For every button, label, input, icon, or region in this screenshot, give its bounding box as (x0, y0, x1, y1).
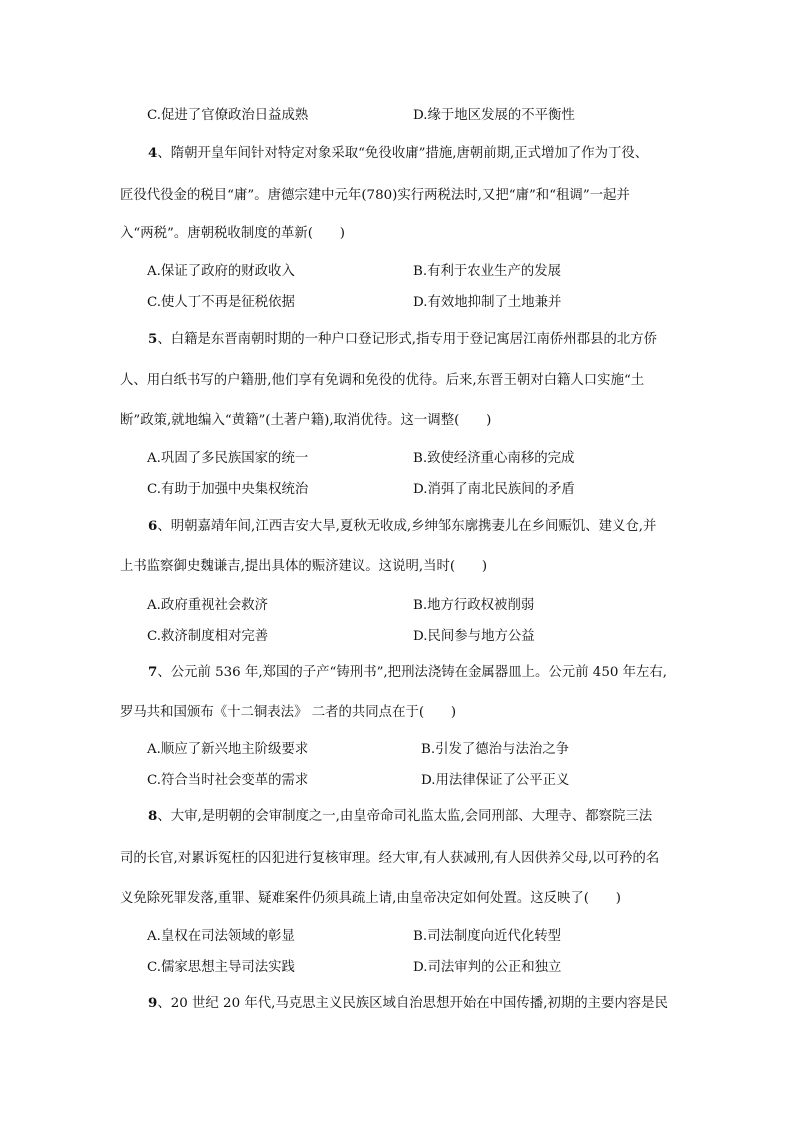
question-8-line-2: 司的长官,对累诉冤枉的囚犯进行复核审理。经大审,有人获减刑,有人因供养父母,以可矜的名 (120, 851, 660, 866)
q5-option-b: B.致使经济重心南移的完成 (413, 451, 575, 466)
question-6-number: 6 (148, 518, 158, 534)
question-4-line-3: 入“两税”。唐朝税收制度的革新( ) (120, 226, 345, 241)
q3-option-c: C.促进了官僚政治日益成熟 (147, 108, 309, 123)
question-7-line-2: 罗马共和国颁布《十二铜表法》 二者的共同点在于( ) (120, 705, 457, 720)
q7-option-b: B.引发了德治与法治之争 (421, 742, 570, 757)
q5-option-d: D.消弭了南北民族间的矛盾 (413, 482, 575, 497)
q5-option-c: C.有助于加强中央集权统治 (147, 482, 309, 497)
q4-option-b: B.有利于农业生产的发展 (413, 264, 562, 279)
question-4-line-1 (148, 142, 648, 161)
question-8-text-1: 、大审,是明朝的会审制度之一,由皇帝命司礼监太监,会同刑部、大理寺、都察院三法 (157, 809, 653, 824)
question-9-text-1: 、20 世纪 20 年代,马克思主义民族区域自治思想开始在中国传播,初期的主要内容是民 (157, 996, 668, 1011)
question-4-number: 4 (148, 145, 158, 161)
q8-option-d: D.司法审判的公正和独立 (413, 960, 562, 975)
q8-option-b: B.司法制度向近代化转型 (413, 929, 562, 944)
question-6-line-1 (148, 515, 656, 534)
q8-option-a: A.皇权在司法领域的彰显 (147, 929, 295, 944)
q5-option-a: A.巩固了多民族国家的统一 (147, 451, 309, 466)
question-7-text-1: 、公元前 536 年,郑国的子产“铸刑书”,把刑法浇铸在金属器皿上。公元前 450 年左右, (157, 665, 668, 680)
q4-option-c: C.使人丁不再是征税依据 (147, 295, 295, 310)
question-6-text-1: 、明朝嘉靖年间,江西吉安大旱,夏秋无收成,乡绅邹东廓携妻儿在乡间赈饥、建义仓,并 (157, 519, 657, 534)
question-8-line-3: 义免除死罪发落,重罪、疑难案件仍须具疏上请,由皇帝决定如何处置。这反映了( ) (120, 891, 622, 906)
question-5-line-2: 人、用白纸书写的户籍册,他们享有免调和免役的优待。后来,东晋王朝对白籍人口实施“土 (120, 373, 645, 388)
question-9-number: 9 (148, 995, 158, 1011)
question-5-line-3: 断”政策,就地编入“黄籍”(土著户籍),取消优待。这一调整( ) (120, 413, 492, 428)
q8-option-c: C.儒家思想主导司法实践 (147, 960, 295, 975)
q6-option-d: D.民间参与地方公益 (413, 629, 535, 644)
question-5-text-1: 、白籍是东晋南朝时期的一种户口登记形式,指专用于登记寓居江南侨州郡县的北方侨 (157, 332, 658, 347)
question-5-number: 5 (148, 331, 158, 347)
question-8-line-1 (148, 805, 652, 824)
q6-option-c: C.救济制度相对完善 (147, 629, 269, 644)
question-4-text-1: 、隋朝开皇年间针对特定对象采取“免役收庸”措施,唐朝前期,正式增加了作为丁役、 (157, 146, 649, 161)
q4-option-d: D.有效地抑制了土地兼并 (413, 295, 562, 310)
question-4-line-2: 匠役代役金的税目“庸”。唐德宗建中元年(780)实行两税法时,又把“庸”和“租调”一起并 (120, 188, 630, 203)
question-8-number: 8 (148, 808, 158, 824)
question-7-number: 7 (148, 664, 158, 680)
question-5-line-1 (148, 328, 657, 347)
question-6-line-2: 上书监察御史魏谦吉,提出具体的赈济建议。这说明,当时( ) (120, 559, 488, 574)
q6-option-a: A.政府重视社会救济 (147, 598, 269, 613)
q3-option-d: D.缘于地区发展的不平衡性 (413, 108, 575, 123)
question-7-line-1 (148, 661, 667, 680)
question-9-line-1 (148, 992, 668, 1011)
q7-option-d: D.用法律保证了公平正义 (421, 773, 570, 788)
q7-option-a: A.顺应了新兴地主阶级要求 (147, 742, 309, 757)
q6-option-b: B.地方行政权被削弱 (413, 598, 535, 613)
q7-option-c: C.符合当时社会变革的需求 (147, 773, 309, 788)
q4-option-a: A.保证了政府的财政收入 (147, 264, 295, 279)
